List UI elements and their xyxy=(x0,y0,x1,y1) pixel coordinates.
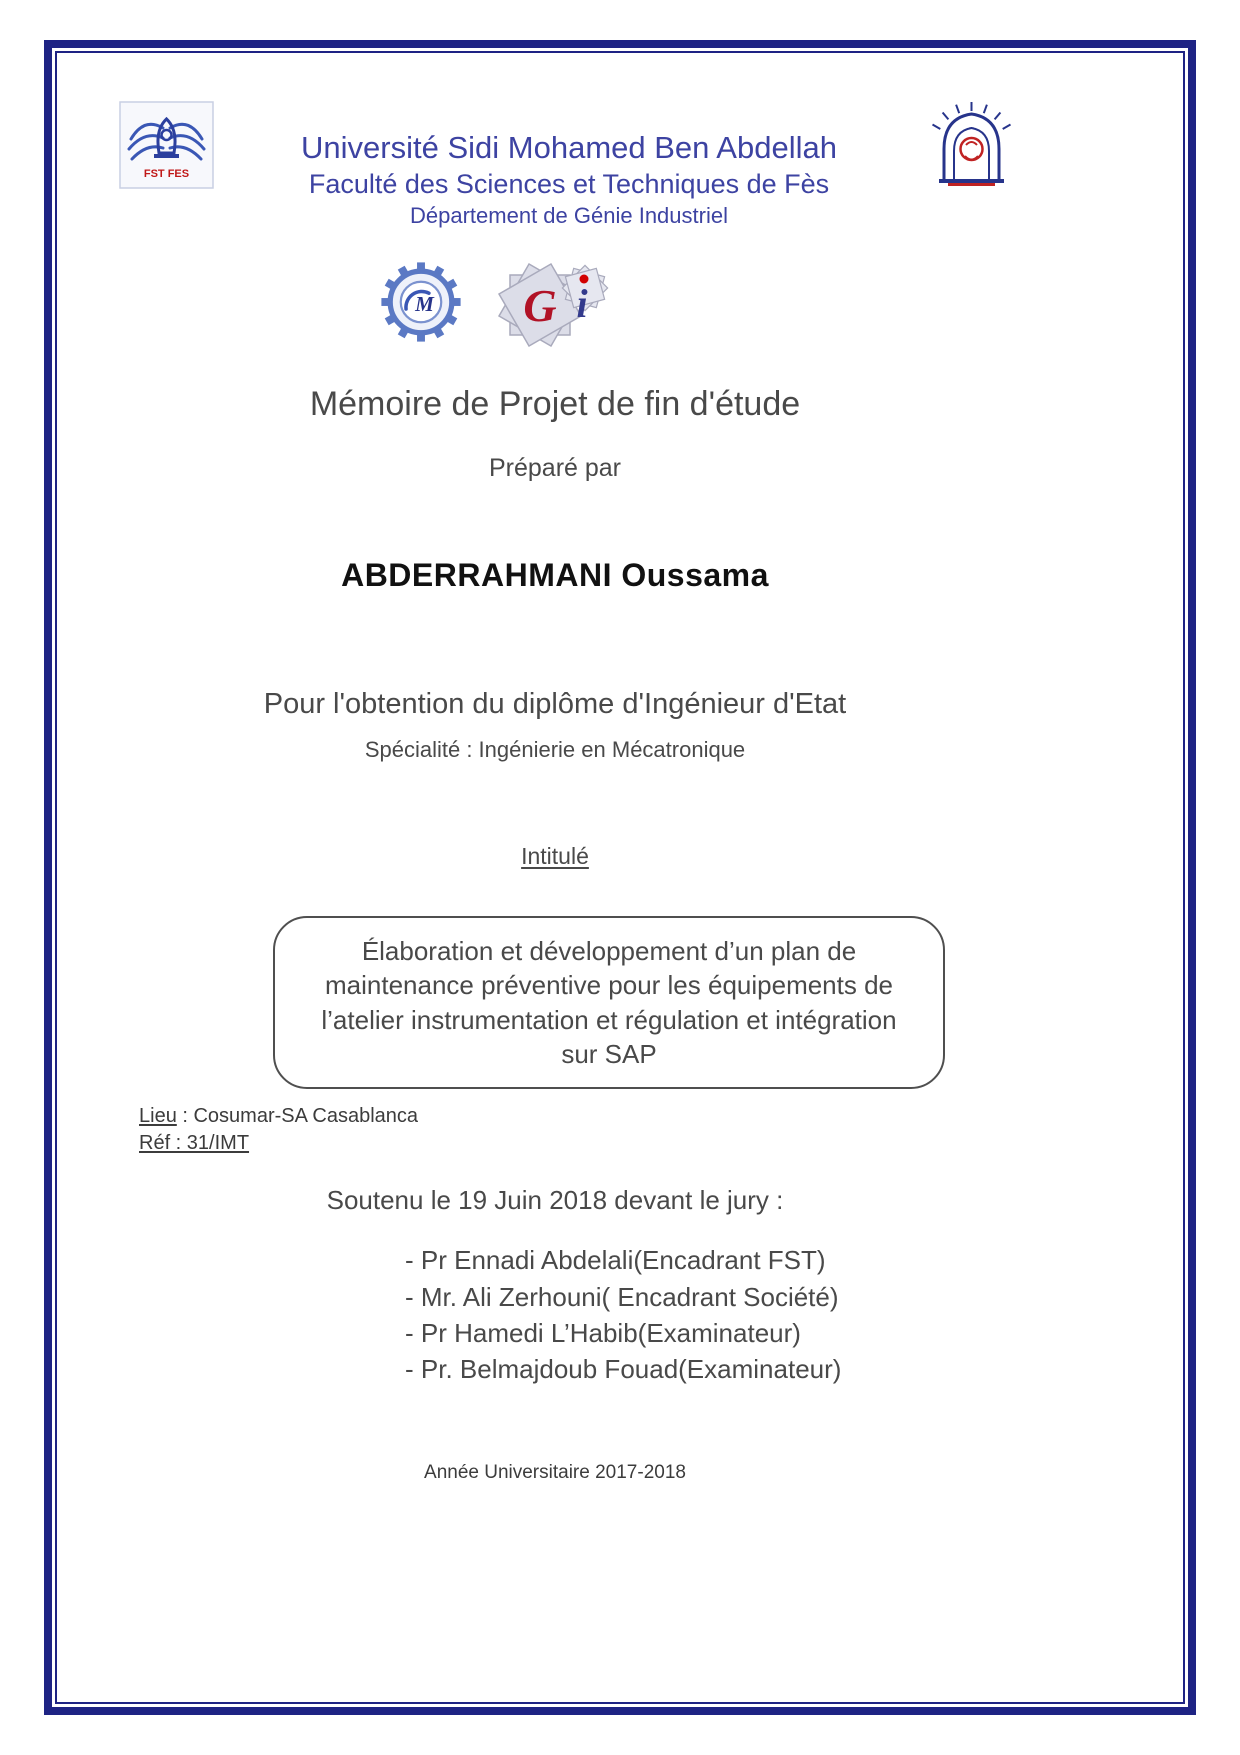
specialty-line: Spécialité : Ingénierie en Mécatronique xyxy=(364,737,746,762)
fst-fes-logo-icon xyxy=(119,101,214,189)
faculty-name: Faculté des Sciences et Techniques de Fès xyxy=(308,168,830,199)
university-name: Université Sidi Mohamed Ben Abdellah xyxy=(301,130,837,165)
jury-member: - Mr. Ali Zerhouni( Encadrant Société) xyxy=(405,1281,839,1312)
university-emblem-icon xyxy=(924,101,1019,193)
department-logos xyxy=(27,257,963,347)
page-border-outer xyxy=(44,40,1196,1715)
meta-block xyxy=(139,1103,1023,1157)
thesis-title: Élaboration et développement d’un plan de maintenance préventive pour les équipements de l’atelier instrumentation et régulation et intégration sur SAP xyxy=(321,936,897,1069)
degree-line: Pour l'obtention du diplôme d'Ingénieur d'Etat xyxy=(263,688,847,720)
department-name: Département de Génie Industriel xyxy=(410,202,728,228)
mechatronics-gear-icon xyxy=(376,258,466,346)
academic-year: Année Universitaire 2017-2018 xyxy=(424,1462,686,1483)
jury-member: - Pr. Belmajdoub Fouad(Examinateur) xyxy=(405,1354,842,1385)
page-border-inner xyxy=(55,51,1185,1704)
gi-letter-i: i xyxy=(576,281,588,326)
jury-member: - Pr Ennadi Abdelali(Encadrant FST) xyxy=(405,1245,826,1276)
fst-fes-logo xyxy=(119,101,214,194)
thesis-title-box xyxy=(273,916,945,1089)
jury-member: - Pr Hamedi L’Habib(Examinateur) xyxy=(405,1318,801,1349)
prepared-by-label: Préparé par xyxy=(488,454,622,482)
fst-logo-caption: FST FES xyxy=(143,168,190,180)
defense-statement: Soutenu le 19 Juin 2018 devant le jury : xyxy=(326,1185,784,1216)
gear-letter: M xyxy=(415,291,434,316)
reference-value: Réf : 31/IMT xyxy=(139,1132,250,1155)
author-name: ABDERRAHMANI Oussama xyxy=(341,557,769,593)
university-emblem xyxy=(924,101,1019,198)
location-value: : Cosumar-SA Casablanca xyxy=(176,1105,419,1128)
institution-block xyxy=(214,101,924,229)
title-heading xyxy=(87,843,1023,870)
location-line xyxy=(139,1103,1023,1130)
location-label: Lieu xyxy=(139,1105,177,1128)
genie-industriel-logo-icon xyxy=(492,257,614,347)
page-content xyxy=(57,53,1183,1702)
header xyxy=(87,101,1023,229)
document-type: Mémoire de Projet de fin d'étude xyxy=(309,385,801,423)
gi-letter-g: G xyxy=(523,280,557,331)
jury-list xyxy=(405,1242,1023,1388)
title-heading-text: Intitulé xyxy=(521,843,589,869)
reference-line xyxy=(139,1130,1023,1157)
